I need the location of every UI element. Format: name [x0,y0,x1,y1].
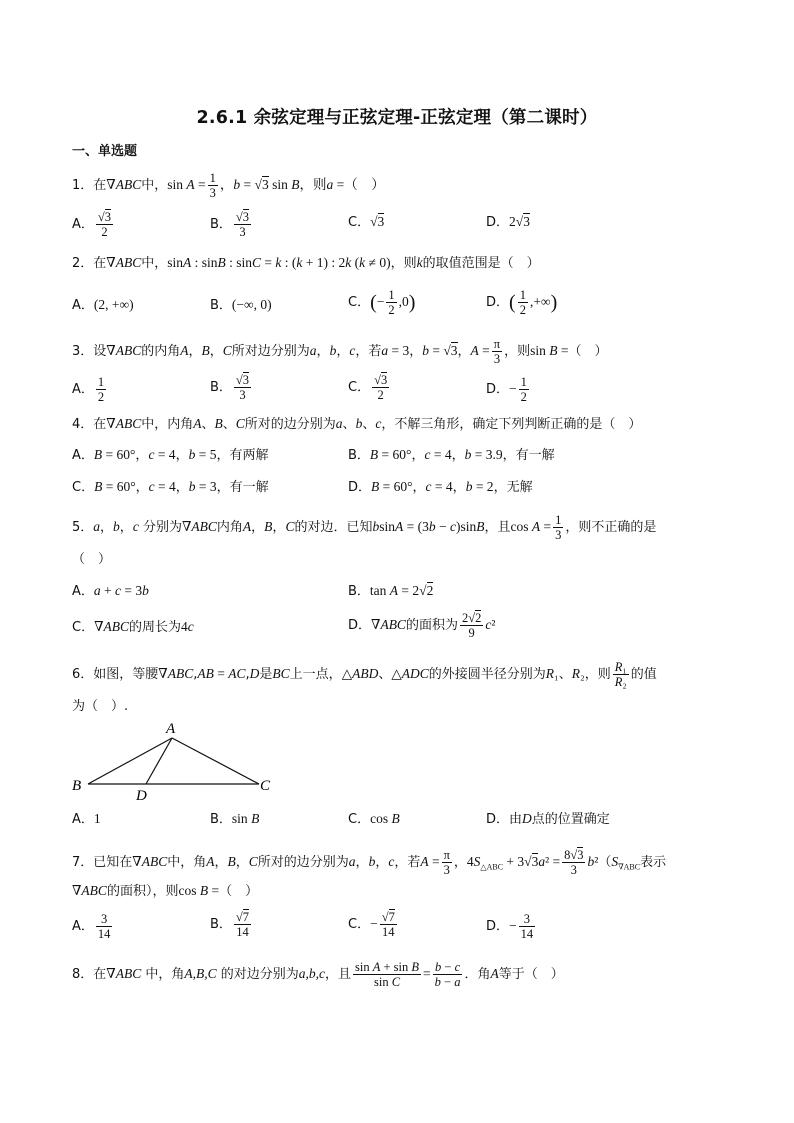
q2-option-d[interactable]: D．( $\frac{1}{2}$ ,+∞) [486,288,558,317]
vertex-label-b: B [72,778,82,794]
q2-option-b[interactable]: B．(−∞, 0) [210,297,272,313]
q1-cond2: ，b = √3 sin B，则 [219,177,327,192]
page-title: 2.6.1 余弦定理与正弦定理-正弦定理（第二课时） [196,108,598,128]
q4-option-b[interactable]: B．B = 60°，c = 4，b = 3.9，有一解 [348,447,555,463]
q3-option-c[interactable]: C． $\frac{√3}{2}$ [348,373,388,402]
q4-option-c[interactable]: C．B = 60°，c = 4，b = 3，有一解 [72,479,269,495]
q1-option-b[interactable] [210,210,253,239]
question-2-stem: 2．在∇ABC中，sinA : sinB : sinC = k : (k + 1) : 2k (k ≠ 0)，则k的取值范围是（ ） [72,255,540,271]
q1-text-a: 在 [93,178,107,193]
q1-option-a-value: $\frac{√3}{2}$ [97,210,112,239]
question-6-stem: 6．如图，等腰∇ABC,AB = AC,D是BC上一点，△ABD、△ADC的外接圆半径分别为R₁、R₂，则 $\frac{\text{R₁}}{\text{R₂}}$ 的值 [72,660,657,689]
question-7-tail: ∇ABC的面积），则cos B =（ ） [72,883,259,899]
q5-option-b[interactable]: B．tan A = 2√2 [348,583,434,599]
question-1-number: 1． [72,178,94,193]
question-5-paren: （ ） [72,552,112,567]
q6-option-c[interactable]: C．cos B [348,811,400,827]
section-heading: 一、单选题 [72,144,138,159]
q1-triangle: ∇ABC [106,177,142,192]
vertex-label-a: A [166,721,176,737]
q3-option-b[interactable]: B． $\frac{√3}{3}$ [210,373,250,402]
q1-option-d-value: 2√3 [509,214,530,229]
triangle-figure [66,718,281,803]
question-6-tail: 为（ ）. [72,699,129,714]
q1-option-b-value: $\frac{√3}{3}$ [235,210,250,239]
q1-option-b-label: B． [210,217,232,232]
question-5-stem: 5．a，b，c 分别为∇ABC内角A，B，C的对边．已知bsinA = (3b − c)sinB，且cos A = $\frac{1}{3}$ ，则不正确的是 [72,513,657,542]
question-4-stem: 4．在∇ABC中，内角A、B、C所对的边分别为a、b、c，不解三角形，确定下列判断正确的是（ ） [72,416,642,432]
q1-text-b: 中， [141,178,168,193]
q5-option-a[interactable]: A．a + c = 3b [72,583,149,599]
q2-option-c[interactable]: C．(− $\frac{1}{2}$ ,0) [348,288,416,317]
question-7-stem: 7．已知在∇ABC中，角A，B，C所对的边分别为a，b，c，若A = $\frac{\pi}{3}$ ，$4S_{\triangle ABC} + 3√3a^2$ = $\frac{8√3}{3}$ $b^2(S_{\nabla ABC}$表示 [72,848,667,877]
q6-option-b[interactable]: B．sin B [210,811,260,827]
q1-ask: a =（ ） [326,177,385,192]
q1-option-d-label: D． [486,215,510,230]
vertex-label-d: D [136,788,147,803]
q1-option-c-label: C． [348,215,371,230]
q6-option-d[interactable]: D．由D点的位置确定 [486,811,610,827]
q6-option-a[interactable]: A．1 [72,811,101,827]
question-3-stem: 3．设∇ABC的内角A，B，C所对边分别为a，b，c，若a = 3，b = √3，A = $\frac{\pi}{3}$ ，则sin B =（ ） [72,337,608,366]
q1-option-c-value: √3 [370,214,385,229]
question-1-stem [72,171,385,200]
q3-option-a[interactable]: A． $\frac{1}{2}$ [72,375,105,404]
q1-option-a-label: A． [72,217,94,232]
question-8-stem: 8．在∇ABC 中，角A,B,C 的对边分别为a,b,c，且 $\frac{\text{sin A + sin B}}{\text{sin C}}$ = $\frac{b - c}{b - a}$ ．角A等于（ ） [72,960,564,989]
q2-option-a[interactable]: A．(2, +∞) [72,297,134,313]
q4-option-a[interactable]: A．B = 60°，c = 4，b = 5，有两解 [72,447,269,463]
q7-option-d[interactable]: D．− $\frac{3}{14}$ [486,912,534,941]
q5-option-d[interactable]: D．∇ABC的面积为 $\frac{2√2}{9}$ c² [348,611,496,640]
q4-option-d[interactable]: D．B = 60°，c = 4，b = 2，无解 [348,479,533,495]
vertex-label-c: C [260,778,271,794]
q5-option-c[interactable]: C．∇ABC的周长为4c [72,619,194,635]
segment-ac [172,738,259,784]
q7-option-c[interactable]: C．− $\frac{√7}{14}$ [348,910,395,939]
q1-cond1: sin A = [167,177,206,192]
q1-option-a[interactable] [72,210,115,239]
q1-option-c[interactable] [348,213,384,232]
q7-option-a[interactable]: A． $\frac{3}{14}$ [72,912,111,941]
q1-frac: $\frac{1}{3}$ [209,171,216,200]
q7-option-b[interactable]: B． $\frac{√7}{14}$ [210,910,250,939]
q3-option-d[interactable]: D．− $\frac{1}{2}$ [486,375,527,404]
q1-option-d[interactable] [486,213,530,232]
